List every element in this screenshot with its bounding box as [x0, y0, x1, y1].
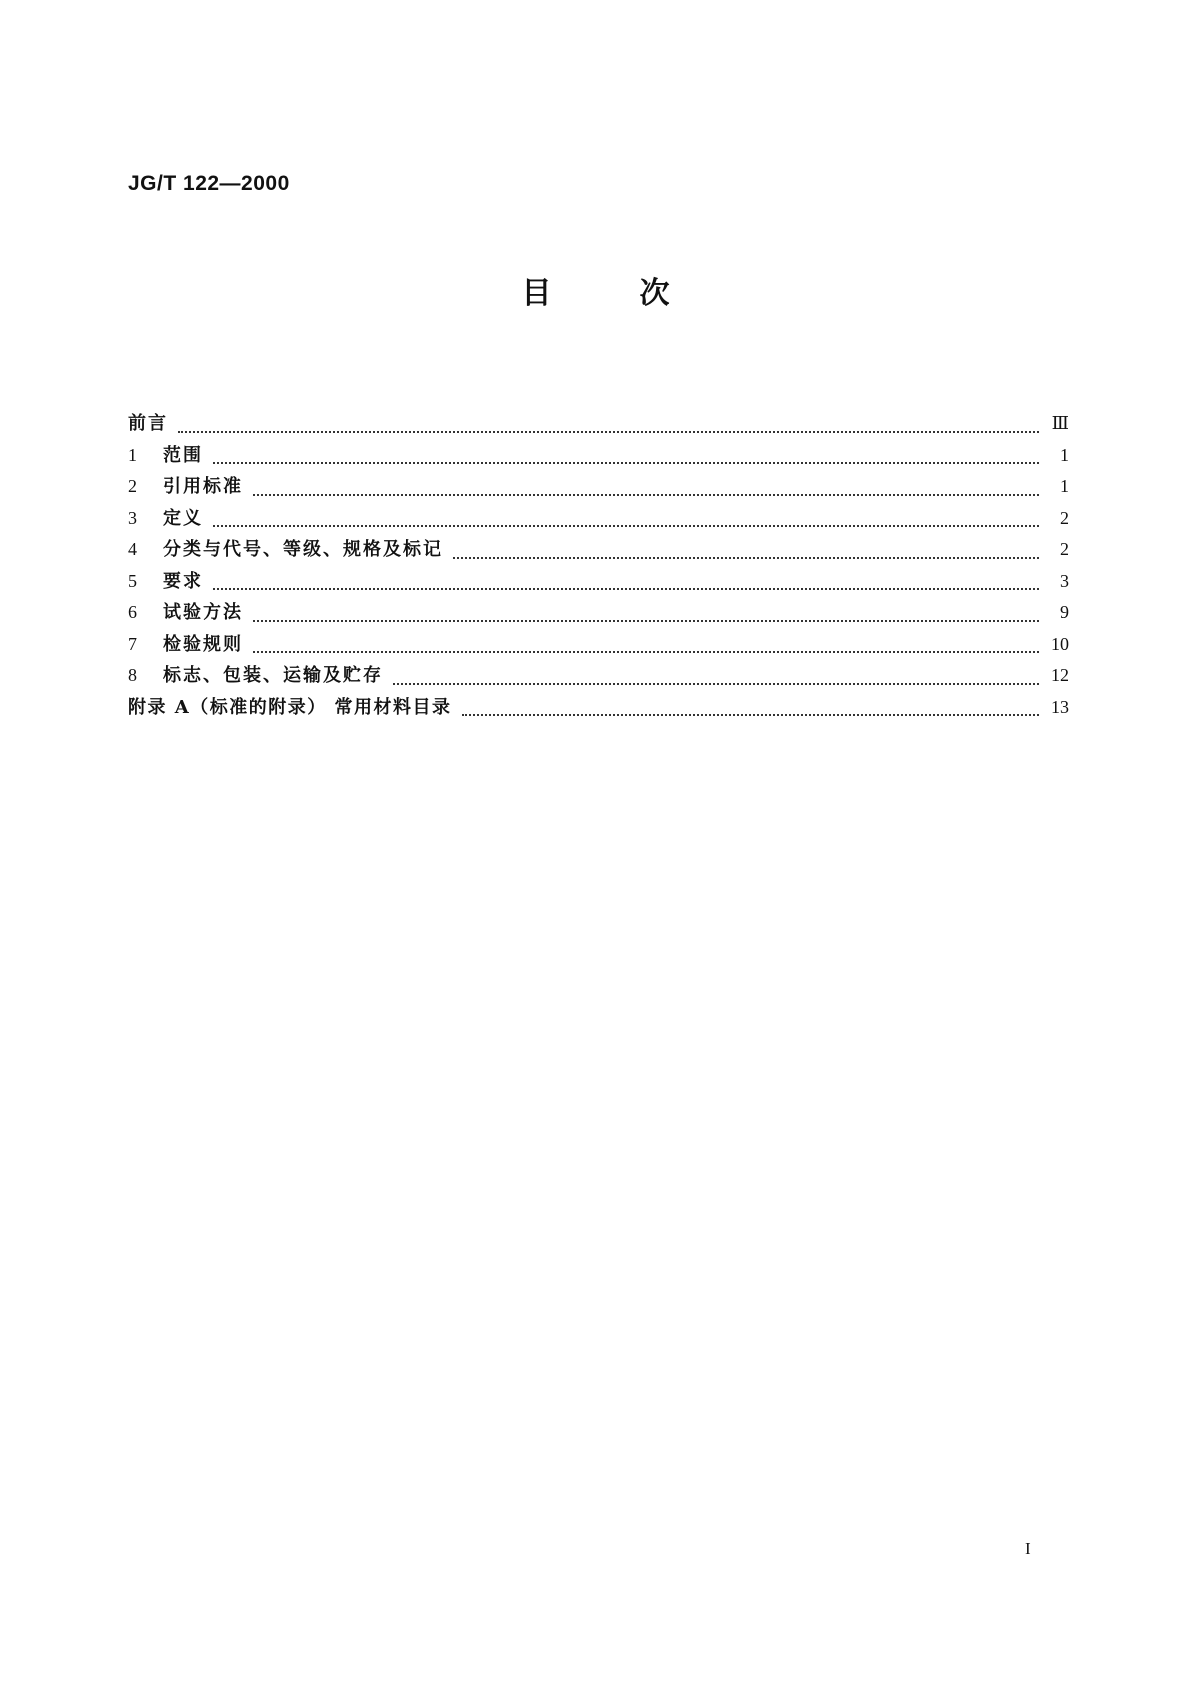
toc-entry-label: 附录 A（标准的附录） 常用材料目录: [128, 696, 452, 718]
toc-entry-label: 定义: [163, 507, 203, 529]
standard-code: JG/T 122—2000: [128, 172, 290, 195]
toc-entry-page: 1: [1060, 444, 1069, 465]
toc-leader-dots: [178, 430, 1039, 433]
toc-entry-label: 前言: [128, 413, 168, 434]
toc-entry-label: 分类与代号、等级、规格及标记: [163, 539, 443, 560]
toc-entry-page: 12: [1051, 665, 1069, 685]
toc-leader-dots: [253, 650, 1039, 653]
toc-entry-number: 5: [128, 570, 137, 591]
toc-entry-number: 4: [128, 539, 137, 559]
toc-entry-number: 7: [128, 633, 137, 654]
toc-leader-dots: [213, 524, 1039, 527]
toc-entry-label: 标志、包装、运输及贮存: [163, 665, 383, 686]
toc-entry-page: 2: [1060, 539, 1069, 559]
toc-entry-label: 试验方法: [163, 602, 243, 623]
toc-entry-page: Ⅲ: [1051, 413, 1069, 433]
toc-entry-number: 1: [128, 444, 137, 465]
toc-entry-8[interactable]: [128, 661, 1069, 693]
toc-entry-label: 要求: [163, 570, 203, 592]
toc-entry-6[interactable]: [128, 598, 1069, 630]
toc-leader-dots: [213, 587, 1039, 590]
table-of-contents: [128, 409, 1069, 724]
toc-entry-page: 3: [1060, 570, 1069, 591]
toc-entry-page: 13: [1051, 696, 1069, 717]
toc-entry-number: 6: [128, 602, 137, 622]
toc-entry-7[interactable]: [128, 630, 1069, 662]
toc-entry-page: 2: [1060, 507, 1069, 528]
toc-entry-foreword[interactable]: [128, 409, 1069, 441]
toc-entry-number: 3: [128, 507, 137, 528]
toc-leader-dots: [253, 619, 1039, 622]
toc-leader-dots: [462, 713, 1040, 716]
toc-title: 目次: [521, 276, 758, 311]
toc-entry-5[interactable]: [128, 567, 1069, 599]
toc-leader-dots: [253, 493, 1039, 496]
toc-entry-number: 2: [128, 476, 137, 496]
toc-entry-3[interactable]: [128, 504, 1069, 536]
toc-entry-page: 9: [1060, 602, 1069, 622]
toc-entry-2[interactable]: [128, 472, 1069, 504]
toc-entry-number: 8: [128, 665, 137, 685]
toc-entry-page: 10: [1051, 633, 1069, 654]
toc-entry-4[interactable]: [128, 535, 1069, 567]
toc-entry-label: 范围: [163, 444, 203, 466]
toc-entry-label: 检验规则: [163, 633, 243, 655]
toc-entry-1[interactable]: [128, 441, 1069, 473]
toc-leader-dots: [453, 556, 1039, 559]
toc-entry-appendix-a[interactable]: [128, 693, 1069, 725]
toc-entry-page: 1: [1060, 476, 1069, 496]
toc-entry-label: 引用标准: [163, 476, 243, 497]
toc-leader-dots: [213, 461, 1039, 464]
page-number: I: [1025, 1539, 1031, 1558]
toc-leader-dots: [393, 682, 1039, 685]
